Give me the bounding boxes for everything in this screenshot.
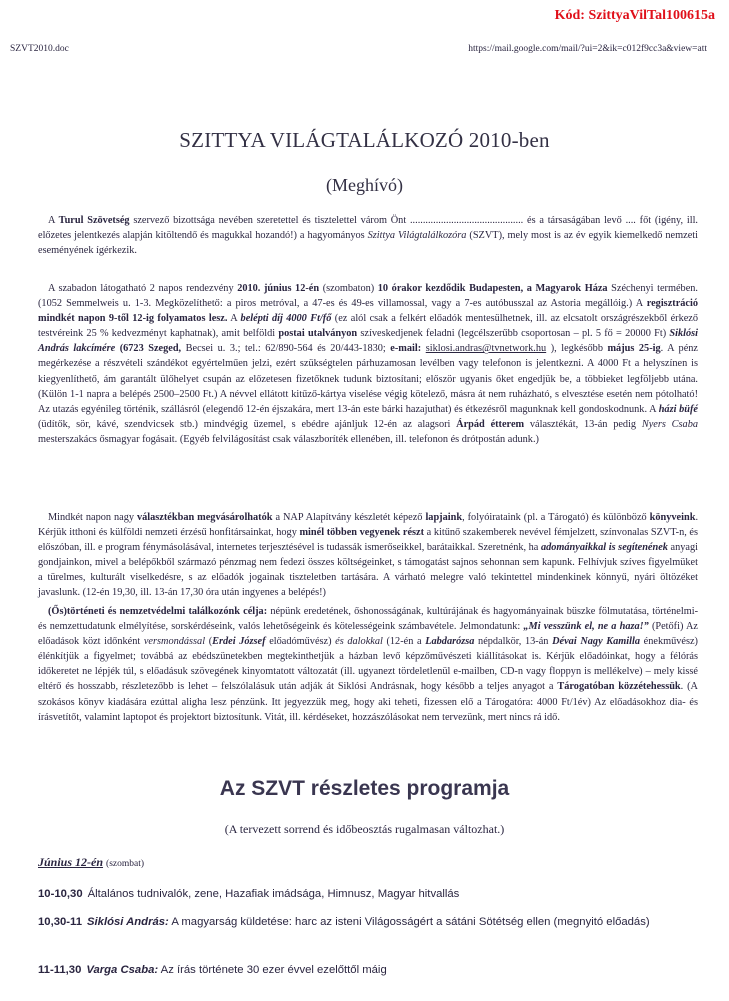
text-segment: ), legkésőbb [546, 343, 608, 355]
text-segment: és dalokkal [335, 636, 383, 648]
text-segment: Tárogatóban közzétehessük [557, 681, 681, 693]
program-note: (A tervezett sorrend és időbeosztás rugalmasan változhat.) [224, 822, 505, 836]
text-segment: házi büfé [658, 403, 698, 415]
text-segment: belépti díj 4000 Ft/fő [240, 313, 332, 325]
text-segment: választékát, 13-án pedig [524, 418, 642, 430]
text-segment: 10 órakor kezdődik Budapesten, a Magyarok Háza [377, 283, 608, 294]
text-segment: adományaikkal is segítenének [540, 542, 668, 554]
email-link[interactable]: siklosi.andras@tvnetwork.hu [425, 343, 547, 355]
text-segment: Dévai Nagy Kamilla [552, 636, 641, 648]
text-segment: szíveskedjenek feladni (legcélszerűbb csoportosan – pl. 5 fő = 20000 Ft) [357, 328, 670, 340]
text-segment: (Ős)történeti és nemzetvédelmi találkozónk célja: [48, 606, 268, 617]
item-time: 10,30-11 [38, 916, 82, 928]
document-title: SZITTYA VILÁGTALÁLKOZÓ 2010-ben [179, 128, 550, 152]
text-segment: Siklósi András lakcímére [38, 328, 699, 355]
text-segment: a kitűnő szakemberek nevével fémjelzett, színvonalas SZVT-n, és előszóban, ill. e program fénymásolásával, internetes terjesztésével is tudassák ismerőseikkel, barátaikkal. Szeretnénk, ha [38, 527, 698, 554]
day-label: Június 12-én [38, 855, 104, 869]
item-speaker: Siklósi András: [86, 916, 169, 928]
text-segment: Labdarózsa [425, 636, 475, 648]
text-segment: postai utalványon [278, 328, 358, 340]
paragraph-invitation [38, 213, 698, 258]
paragraph-details [38, 281, 698, 447]
text-segment: (üdítők, sör, kávé, szendvicsek stb.) mindvégig üzemel, s ebédre ajánljuk 12-én az alagsori [38, 418, 457, 430]
paragraph-purchases [38, 510, 698, 601]
text-segment: . A pénz megérkezése a részvételi szándékot egyértelműen jelzi, ezért szükségtelen párhuzamosan levélben vagy telefonon is jelentkezni. A 4000 Ft a helyszínen is kiegyenlíthető, ám garantált ülőhelyet csupán az előzetesen fizetőknek tudunk biztosítani; először ugyanis őket engedjük be, a többieket legföljebb utána. (Külön 1-1 napra a belépés 2500–2500 Ft.) A névvel ellátott kitűző-kártya viselése végig kötelező, másra át nem ruházható, s elvesztése esetén nem pótolható! Az utazás egyénileg történik, szállásról (elegendő 12-én éjszakára, mert 13-án este bárki hazajuthat) és étkezésről magunknak kell gondoskodnunk. A [38, 343, 698, 415]
text-segment: minél többen vegyenek részt [299, 527, 425, 539]
text-segment: Széchenyi termében. (1052 Semmelweis u. 1-3. Megközelíthető: a piros metróval, a 47-es és 49-es villamossal, vagy a 7-es autóbusszal az Astoria megállóig.) A [38, 283, 698, 310]
text-segment: (6723 Szeged, [115, 343, 182, 355]
text-segment: ( [205, 636, 213, 648]
text-segment: (Petőfi) Az előadások közt időnként [38, 621, 698, 648]
page-url: https://mail.google.com/mail/?ui=2&ik=c012f9cc3a&view=att [468, 44, 707, 54]
text-segment: (SZVT), mely most is az év egyik kiemelkedő nemzeti eseményének ígérkezik. [38, 230, 698, 257]
text-segment: versmondással [143, 636, 206, 648]
item-speaker: Varga Csaba: [86, 964, 159, 976]
text-segment: regisztráció mindkét napon 9-től 12-ig folyamatos lesz. [38, 298, 698, 325]
text-segment: előadóművész) [265, 636, 336, 648]
text-segment: Erdei József [212, 636, 266, 648]
text-segment: A szabadon látogatható 2 napos rendezvény [48, 283, 238, 294]
text-segment: könyveink [649, 512, 696, 523]
program-item [38, 962, 678, 978]
weekday-label: (szombat) [106, 859, 145, 869]
text-segment: (12-én a [382, 636, 426, 648]
text-segment: népdalkör, 13-án [474, 636, 553, 648]
text-segment: e-mail: [390, 343, 422, 355]
text-segment: a NAP Alapítvány készletét képező [272, 512, 426, 523]
document-subtitle: (Meghívó) [326, 175, 403, 195]
text-segment: mesterszakács ősmagyar fogásait. (Egyéb felvilágosítást csak válaszboríték ellenében, ill. telefonon és drótpostán adunk.) [38, 433, 539, 445]
text-segment: „Mi vesszünk el, ne a haza!” [523, 621, 649, 633]
text-segment: énekművész) élénkítjük a figyelmet; továbbá az ebédszünetekben megtekinthetjük a házban levő képzőművészeti kiállításokat is. Kérjük előadóinkat, hogy a félórás időkeretet ne lépjék túl, s előadásuk szövegének kinyomtatott változatát (ill. ugyanezt tördeletlenül e-mailben, CD-n vagy floppyn is mellékelve) – mely kissé eltérő és hosszabb, részletezőbb is lehet – felszólalásuk után adják át Siklósi Andrásnak, hogy később a teljes anyagot a [38, 636, 698, 693]
item-text: Általános tudnivalók, zene, Hazafiak imádsága, Himnusz, Magyar hitvallás [87, 888, 460, 900]
item-time: 11-11,30 [38, 964, 82, 976]
file-name: SZVT2010.doc [10, 44, 69, 54]
item-text: Az írás története 30 ezer évvel ezelőttől máig [158, 964, 387, 976]
program-day [38, 855, 144, 870]
text-segment: szervező bizottsága nevében szeretettel és tisztelettel várom Önt ............................................ és a társaságában levő .... főt (igény, ill. előzetes jelentkezés alapján kitöltendő és magukkal hozandó!) a hagyományos [38, 215, 699, 242]
program-item [38, 914, 678, 930]
text-segment: Nyers Csaba [641, 418, 698, 430]
text-segment: anyagi gondjainkon, mivel a belépőkből származó pénzmag nem fedezi összes költségeinket, s támogatást sajnos sehonnan sem kapunk. Felhívjuk szíves figyelmüket a türelmes, kulturált viselkedésre, s az előadók jogainak tiszteletben tartására. A várható melegre való tekintettel mindenkinek könnyű, nyári öltözéket javaslunk. (12-én 19,30, ill. 13-án 17,30 óra után ingyenes a belépés!) [38, 542, 698, 599]
text-segment: A [227, 313, 241, 325]
document-code: Kód: SzittyaVilTal100615a [554, 8, 715, 23]
text-segment: (ez alól csak a felkért előadók mentesülhetnek, ill. az elcsatolt országrészekből érkező testvéreink 25 % kedvezményt kaphatnak), amit belföldi [38, 313, 699, 340]
text-segment: (szombaton) [319, 283, 378, 294]
text-segment: Turul Szövetség [58, 215, 130, 226]
text-segment: lapjaink [425, 512, 463, 523]
text-segment: Becsei u. 3.; tel.: 62/890-564 és 20/443-1830; [181, 343, 391, 355]
text-segment: Árpád étterem [456, 418, 525, 430]
text-segment: , folyóirataink (pl. a Tárogató) és különböző [462, 512, 650, 523]
text-segment: választékban megvásárolhatók [136, 512, 273, 523]
text-segment: A [48, 215, 59, 226]
item-text: A magyarság küldetése: harc az isteni Világosságért a sátáni Sötétség ellen (megnyitó előadás) [168, 916, 650, 928]
text-segment: népünk eredetének, őshonosságának, kultúrájának és hagyományainak büszke fölmutatása, történelmi- és nemzettudatunk elmélyítése, sorskérdéseink, valós lehetőségeink és kötelességeink számbavétele. Jelmondatunk: [38, 606, 698, 633]
paragraph-purpose [38, 604, 698, 725]
program-title: Az SZVT részletes programja [219, 777, 510, 800]
text-segment: . (A szokásos könyv kiadására ezúttal aligha lesz pénzünk. Itt jegyezzük meg, hogy aki teheti, fizessen elő a Tárogatóra: 4000 Ft/1év) Az előadásokhoz dia- és írásvetítőt, valamint laptopot és projektort biztosítunk. Vitát, ill. kérdéseket, hozzászólásokat nem tervezünk, mert nincs rá idő. [38, 681, 698, 723]
text-segment: . Kérjük itthoni és külföldi nemzeti érzésű honfitársainkat, hogy [38, 512, 699, 539]
text-segment: Szittya Világtalálkozóra [367, 230, 467, 242]
text-segment: 2010. június 12-én [237, 283, 320, 294]
item-time: 10-10,30 [38, 888, 83, 900]
program-item [38, 886, 678, 902]
text-segment: május 25-ig [607, 343, 661, 355]
text-segment: Mindkét napon nagy [48, 512, 137, 523]
